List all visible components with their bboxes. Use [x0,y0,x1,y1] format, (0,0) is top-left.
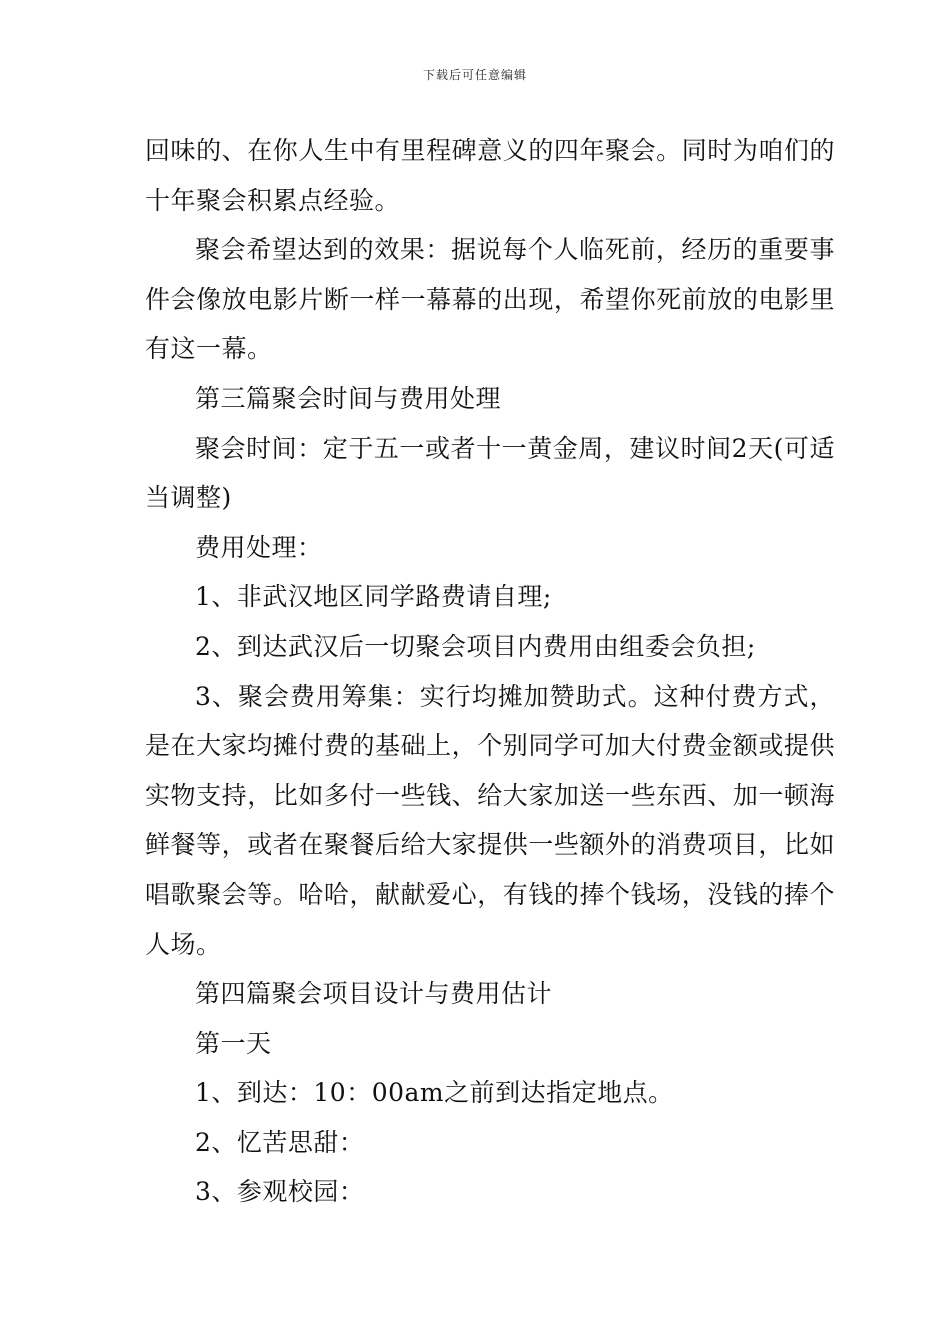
paragraph: 聚会希望达到的效果：据说每个人临死前，经历的重要事件会像放电影片断一样一幕幕的出现，希望你死前放的电影里有这一幕。 [145,235,835,364]
list-item: 1、非武汉地区同学路费请自理; [195,582,552,612]
list-item: 3、参观校园： [195,1177,365,1207]
paragraph: 回味的、在你人生中有里程碑意义的四年聚会。同时为咱们的十年聚会积累点经验。 [145,136,835,215]
list-item: 1、到达：10：00am之前到达指定地点。 [195,1078,674,1108]
paragraph: 聚会时间：定于五一或者十一黄金周，建议时间2天(可适当调整) [145,433,835,513]
list-item: 3、聚会费用筹集：实行均摊加赞助式。这种付费方式，是在大家均摊付费的基础上，个别同学可加大付费金额或提供实物支持，比如多付一些钱、给大家加送一些东西、加一顿海鲜餐等，或者在聚餐后给大家提供一些额外的消费项目，比如唱歌聚会等。哈哈，献献爱心，有钱的捧个钱场，没钱的捧个人场。 [145,681,835,959]
list-item: 2、到达武汉后一切聚会项目内费用由组委会负担; [195,631,756,661]
section-heading: 第四篇聚会项目设计与费用估计 [195,979,553,1009]
list-item: 2、忆苦思甜： [195,1127,365,1157]
page-header-note: 下载后可任意编辑 [422,68,527,82]
subheading: 第一天 [195,1028,272,1058]
paragraph: 费用处理： [195,532,323,562]
document-body [145,126,835,1217]
section-heading: 第三篇聚会时间与费用处理 [195,383,502,413]
